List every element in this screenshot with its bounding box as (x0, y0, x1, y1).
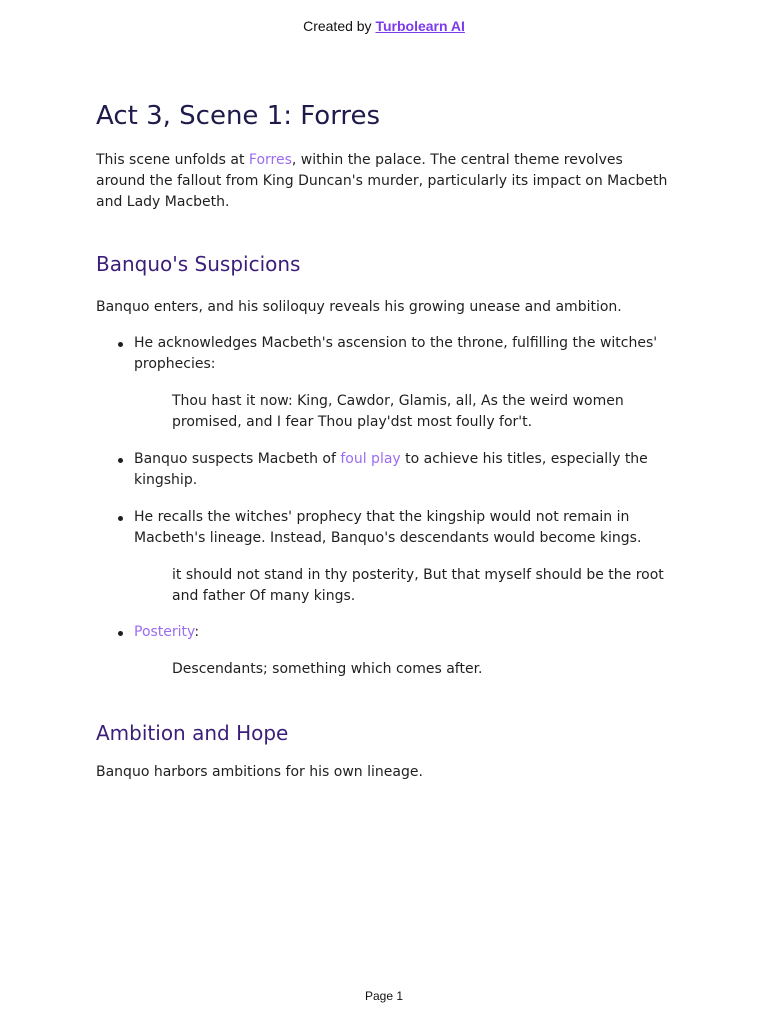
list-item (96, 449, 676, 491)
list-item: He recalls the witches' prophecy that the kingship would not remain in Macbeth's lineage. Instead, Banquo's descendants would become kings. (96, 507, 676, 549)
intro-paragraph (96, 150, 676, 213)
created-by-label: Created by (303, 18, 376, 34)
definition-list (96, 622, 676, 643)
posterity-term: Posterity (134, 624, 195, 640)
term-colon: : (194, 624, 200, 640)
bullet-text-before: Banquo suspects Macbeth of (134, 451, 341, 467)
list-item (96, 622, 676, 643)
forres-highlight: Forres (248, 152, 292, 168)
page-number: Page 1 (364, 989, 404, 1003)
turbolearn-link[interactable]: Turbolearn AI (375, 18, 465, 34)
quote-block: it should not stand in thy posterity, But that myself should be the root and father Of many kings. (172, 567, 664, 604)
page-header (0, 18, 768, 34)
intro-text-before: This scene unfolds at (96, 152, 249, 168)
intro-text-after: , within the palace. The central theme revolves around the fallout from King Duncan's murder, particularly its impact on Macbeth and Lady Macbeth. (96, 152, 668, 210)
section-heading-banquo-suspicions: Banquo's Suspicions (96, 252, 301, 276)
page-title: Act 3, Scene 1: Forres (96, 101, 381, 131)
section-heading-ambition-and-hope: Ambition and Hope (96, 721, 289, 745)
banquo-paragraph: Banquo enters, and his soliloquy reveals his growing unease and ambition. (96, 299, 622, 315)
definition-text: Descendants; something which comes after. (172, 661, 483, 677)
ambition-paragraph: Banquo harbors ambitions for his own lineage. (96, 764, 423, 780)
document-body (96, 96, 676, 783)
foul-play-highlight: foul play (340, 451, 401, 467)
list-item: He acknowledges Macbeth's ascension to the throne, fulfilling the witches' prophecies: (96, 333, 676, 375)
suspicions-list (96, 333, 676, 375)
suspicions-list-continued (96, 449, 676, 549)
bullet-text-after: to achieve his titles, especially the kingship. (134, 451, 648, 488)
quote-block: Thou hast it now: King, Cawdor, Glamis, all, As the weird women promised, and I fear Thou play'dst most foully for't. (172, 393, 624, 430)
